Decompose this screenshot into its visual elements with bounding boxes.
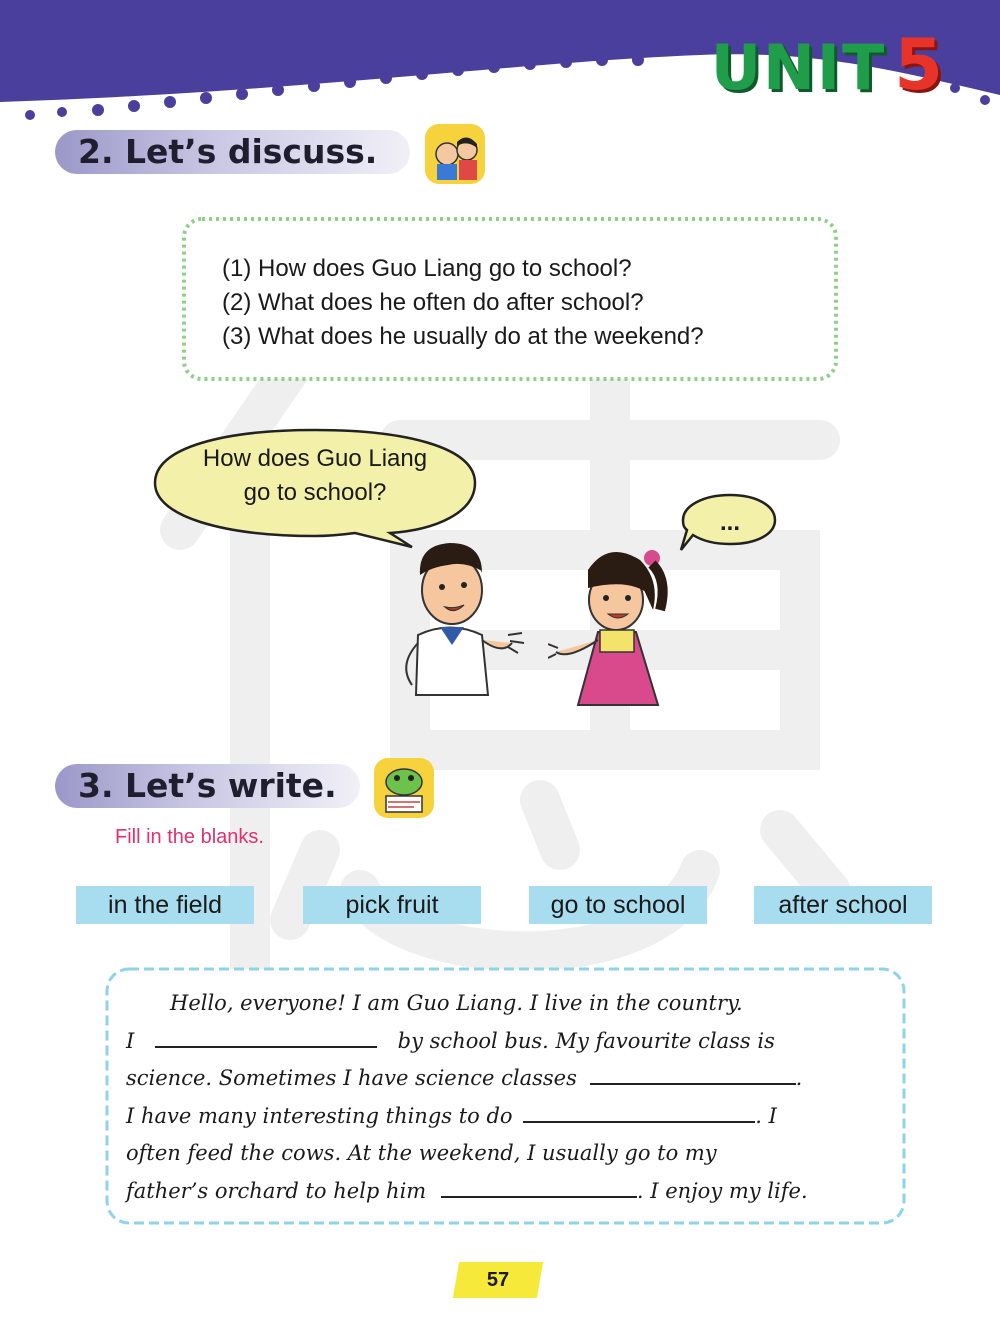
passage-line xyxy=(126,1173,896,1211)
page-number: 57 xyxy=(486,1269,510,1291)
passage-text-segment: . I xyxy=(755,1103,777,1128)
blank-field[interactable] xyxy=(523,1107,755,1123)
discuss-icon xyxy=(425,124,485,184)
girl-bubble-text: ... xyxy=(719,509,740,536)
instruction-text: Fill in the blanks. xyxy=(115,826,264,848)
passage-text-segment: Hello, everyone! I am Guo Liang. I live in the country. xyxy=(170,991,743,1015)
passage-line xyxy=(126,1023,896,1061)
boy-bubble-text xyxy=(160,442,470,510)
passage-text-segment: I xyxy=(126,1028,135,1053)
passage-text xyxy=(126,985,896,1210)
passage-line xyxy=(126,1135,896,1173)
passage-text-segment: by school bus. My favourite class is xyxy=(397,1028,775,1053)
word-chip: go to school xyxy=(529,886,707,924)
passage-line xyxy=(126,1060,896,1098)
question-item: (2) What does he often do after school? xyxy=(222,289,644,316)
blank-field[interactable] xyxy=(155,1032,377,1048)
passage-text-segment: I have many interesting things to do xyxy=(126,1103,513,1128)
boy-illustration xyxy=(390,535,530,720)
blank-field[interactable] xyxy=(441,1182,637,1198)
girl-illustration xyxy=(548,540,678,715)
word-bank xyxy=(0,886,1000,926)
questions-list xyxy=(222,252,704,354)
word-chip: after school xyxy=(754,886,932,924)
passage-text-segment: often feed the cows. At the weekend, I usually go to my xyxy=(126,1141,717,1165)
unit-word: UNIT xyxy=(710,31,887,104)
section-heading-discuss: 2. Let’s discuss. xyxy=(78,132,378,171)
unit-number: 5 xyxy=(894,24,945,106)
passage-text-segment: . xyxy=(795,1066,803,1090)
question-item: (3) What does he usually do at the weekend? xyxy=(222,323,704,350)
write-icon xyxy=(374,758,434,818)
word-chip: in the field xyxy=(76,886,254,924)
passage-text-segment: father’s orchard to help him xyxy=(126,1178,427,1203)
word-chip: pick fruit xyxy=(303,886,481,924)
boy-bubble-line: go to school? xyxy=(243,479,387,506)
unit-title xyxy=(710,24,945,106)
section-heading-write: 3. Let’s write. xyxy=(78,766,337,805)
passage-line xyxy=(126,985,896,1023)
boy-bubble-line: How does Guo Liang xyxy=(202,445,428,472)
passage-text-segment: science. Sometimes I have science classes xyxy=(126,1066,577,1090)
passage-text-segment: . I enjoy my life. xyxy=(636,1178,808,1203)
question-item: (1) How does Guo Liang go to school? xyxy=(222,255,632,282)
blank-field[interactable] xyxy=(590,1069,796,1085)
passage-line xyxy=(126,1098,896,1136)
